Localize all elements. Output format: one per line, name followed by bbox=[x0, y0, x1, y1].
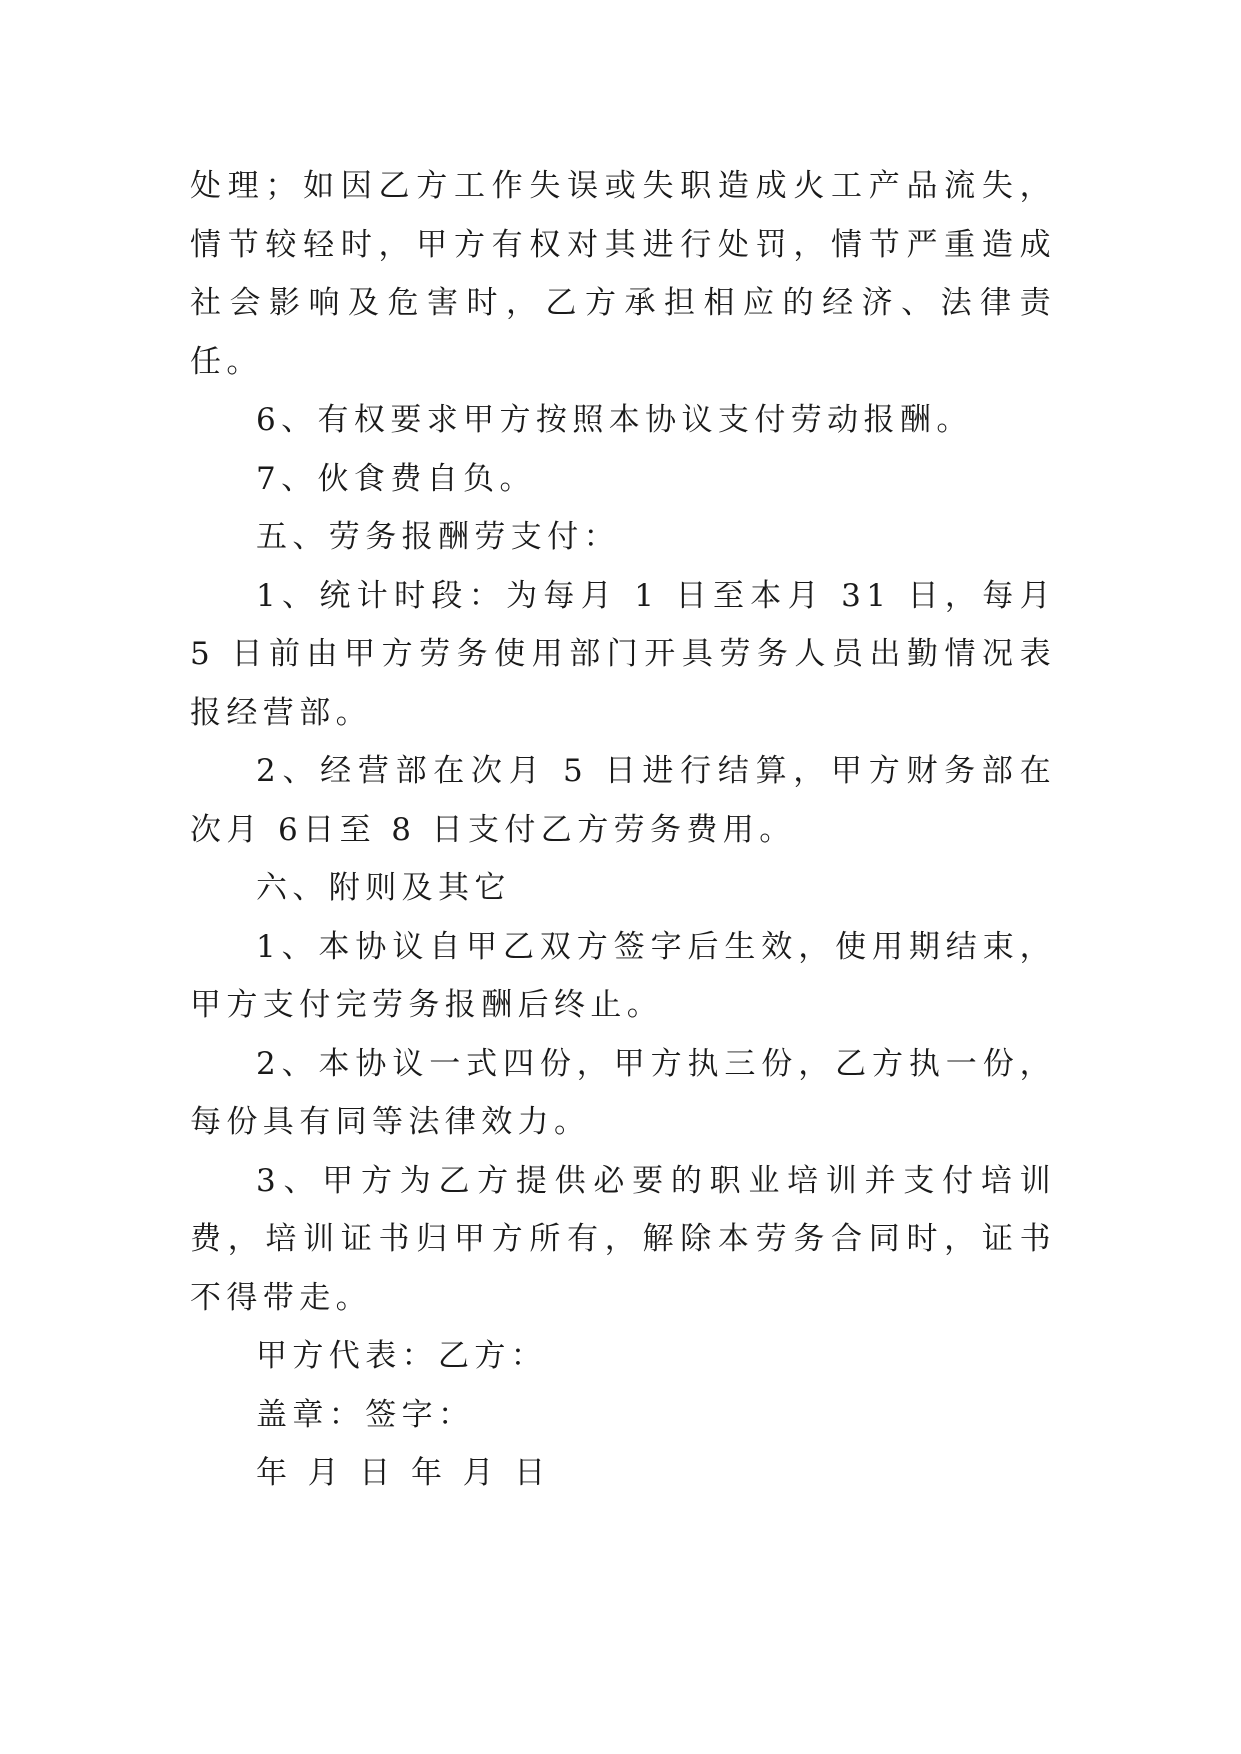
section-heading-5: 五、劳务报酬劳支付： bbox=[256, 519, 620, 555]
paragraph-item-6: 6、有权要求甲方按照本协议支付劳动报酬。 bbox=[256, 402, 973, 438]
paragraph-section6-item-1: 1、本协议自甲乙双方签字后生效，使用期结束，甲方支付完劳务报酬后终止。 bbox=[190, 928, 1056, 1023]
signature-parties-line: 甲方代表：乙方： bbox=[256, 1338, 548, 1374]
signature-seal-line: 盖章：签字： bbox=[256, 1396, 475, 1433]
signature-date-line: 年 月 日 年 月 日 bbox=[256, 1455, 551, 1491]
paragraph-section5-item-1: 1、统计时段：为每月 1 日至本月 31 日，每月 5 日前由甲方劳务使用部门开具劳务人员出勤情况表报经营部。 bbox=[190, 577, 1056, 731]
paragraph-section6-item-3: 3、甲方为乙方提供必要的职业培训并支付培训费，培训证书归甲方所有，解除本劳务合同时，证书不得带走。 bbox=[190, 1162, 1056, 1316]
section-heading-6: 六、附则及其它 bbox=[256, 870, 511, 906]
paragraph-continuation: 处理；如因乙方工作失误或失职造成火工产品流失，情节较轻时，甲方有权对其进行处罚，情节严重造成社会影响及危害时，乙方承担相应的经济、法律责任。 bbox=[190, 168, 1056, 380]
paragraph-section6-item-2: 2、本协议一式四份，甲方执三份，乙方执一份，每份具有同等法律效力。 bbox=[190, 1045, 1056, 1140]
paragraph-section5-item-2: 2、经营部在次月 5 日进行结算，甲方财务部在次月 6日至 8 日支付乙方劳务费用。 bbox=[190, 753, 1056, 848]
document-body bbox=[190, 157, 1056, 1503]
paragraph-item-7: 7、伙食费自负。 bbox=[256, 460, 536, 497]
